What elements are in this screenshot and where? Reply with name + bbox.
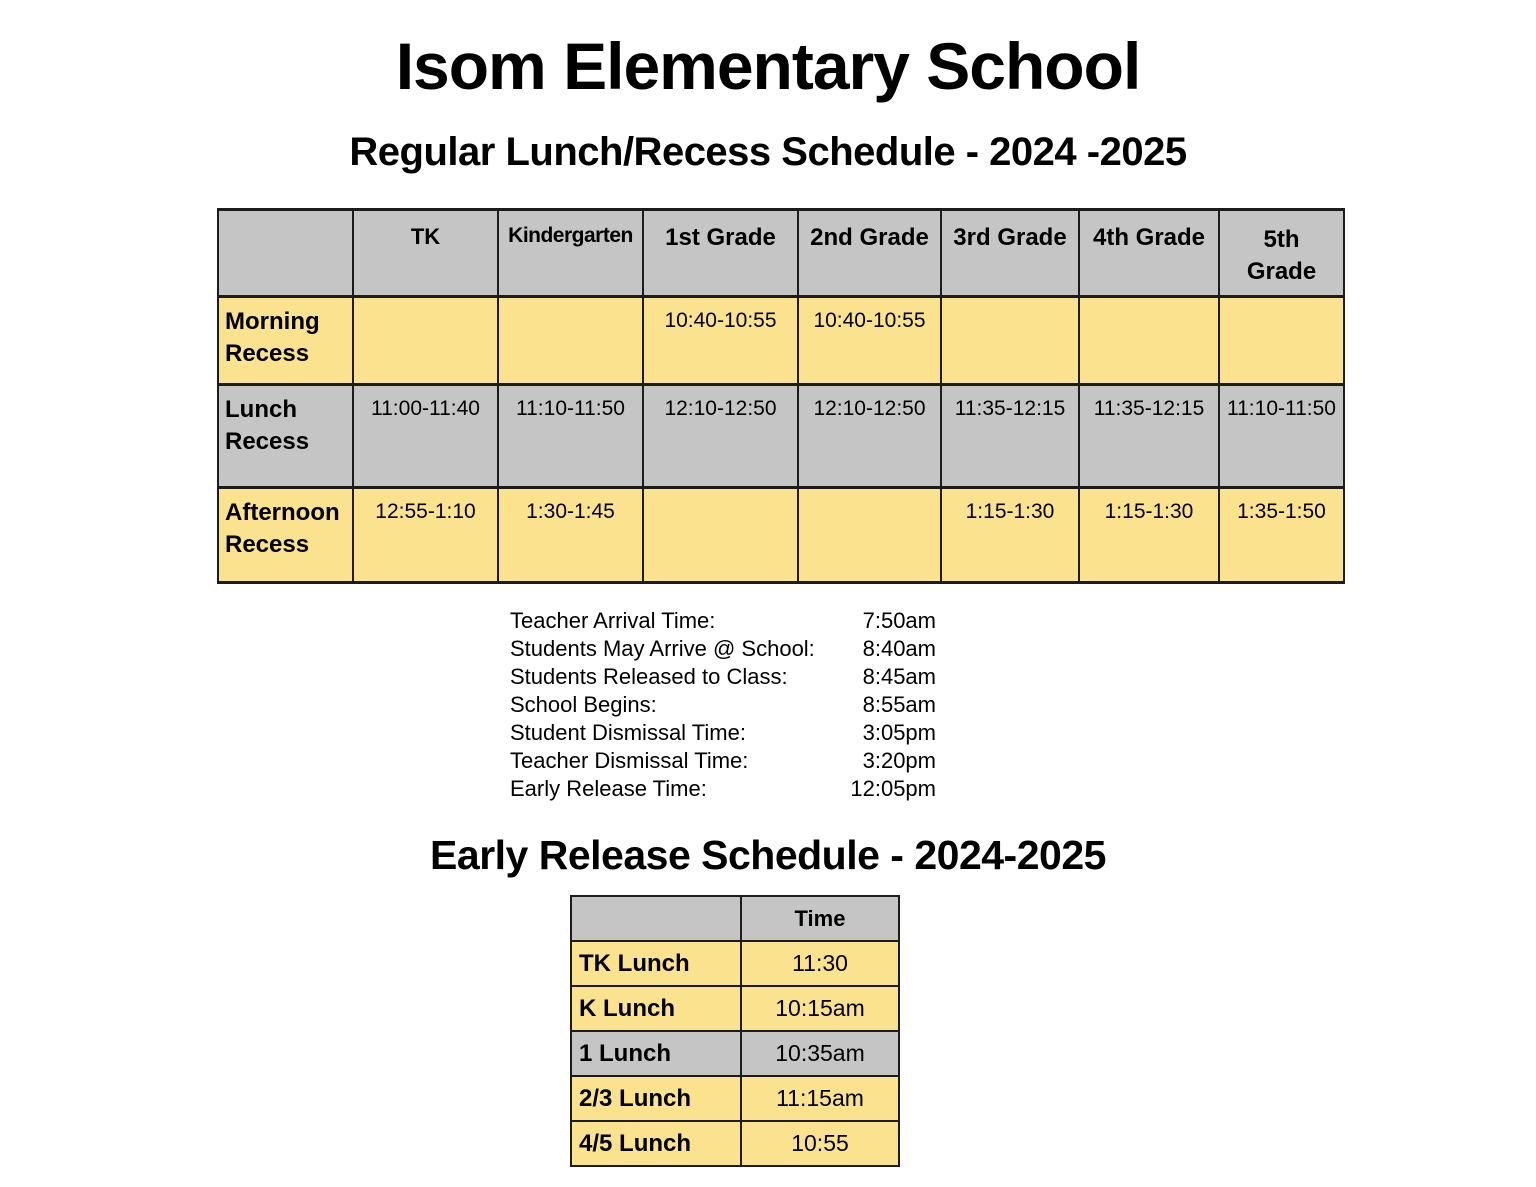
- afternoon-recess-5th-grade: 1:35-1:50: [1219, 488, 1344, 583]
- schedule-header-blank: [218, 210, 353, 297]
- daily-times-list: [510, 607, 936, 803]
- schedule-header-4th-grade: 4th Grade: [1079, 210, 1219, 297]
- daily-time-label: Early Release Time:: [510, 776, 707, 801]
- lunch-recess-2nd-grade: 12:10-12:50: [798, 385, 941, 488]
- daily-time-value: 8:45am: [862, 664, 936, 689]
- morning-recess-row: [218, 297, 1344, 385]
- early-release-header-row: [571, 896, 899, 941]
- lunch-recess-3rd-grade: 11:35-12:15: [941, 385, 1079, 488]
- lunch-recess-5th-grade: 11:10-11:50: [1219, 385, 1344, 488]
- list-item: [510, 607, 936, 635]
- daily-time-value: 12:05pm: [850, 776, 936, 801]
- lunch-recess-tk: 11:00-11:40: [353, 385, 498, 488]
- afternoon-recess-1st-grade: [643, 488, 798, 583]
- lunch-recess-1st-grade: 12:10-12:50: [643, 385, 798, 488]
- schedule-header-5th-grade: [1219, 210, 1344, 297]
- lunch-recess-4th-grade: 11:35-12:15: [1079, 385, 1219, 488]
- 1-lunch-row: [571, 1031, 899, 1076]
- schedule-header-5th-grade-label: 5th Grade: [1246, 226, 1317, 286]
- lunch-recess-schedule-section: [217, 208, 1345, 584]
- afternoon-recess-4th-grade: 1:15-1:30: [1079, 488, 1219, 583]
- afternoon-recess-tk: 12:55-1:10: [353, 488, 498, 583]
- tk-lunch-time: 11:30: [741, 941, 899, 986]
- afternoon-recess-2nd-grade: [798, 488, 941, 583]
- early-release-header-blank: [571, 896, 741, 941]
- list-item: [510, 747, 936, 775]
- daily-time-label: Teacher Dismissal Time:: [510, 748, 749, 773]
- lunch-recess-row: [218, 385, 1344, 488]
- lunch-recess-kindergarten: 11:10-11:50: [498, 385, 643, 488]
- schedule-header-3rd-grade: 3rd Grade: [941, 210, 1079, 297]
- daily-time-label: Students May Arrive @ School:: [510, 636, 815, 661]
- 2-3-lunch-time: 11:15am: [741, 1076, 899, 1121]
- 1-lunch-time: 10:35am: [741, 1031, 899, 1076]
- lunch-recess-schedule-table: [217, 208, 1345, 584]
- afternoon-recess-3rd-grade: 1:15-1:30: [941, 488, 1079, 583]
- tk-lunch-row: [571, 941, 899, 986]
- daily-time-value: 8:55am: [862, 692, 936, 717]
- morning-recess-5th-grade: [1219, 297, 1344, 385]
- list-item: [510, 691, 936, 719]
- morning-recess-tk: [353, 297, 498, 385]
- early-release-table: [570, 895, 900, 1167]
- k-lunch-label: K Lunch: [571, 986, 741, 1031]
- morning-recess-4th-grade: [1079, 297, 1219, 385]
- list-item: [510, 635, 936, 663]
- 4-5-lunch-row: [571, 1121, 899, 1166]
- early-release-header-time: Time: [741, 896, 899, 941]
- schedule-header-kindergarten: Kindergarten: [498, 210, 643, 297]
- k-lunch-row: [571, 986, 899, 1031]
- afternoon-recess-row: [218, 488, 1344, 583]
- 4-5-lunch-time: 10:55: [741, 1121, 899, 1166]
- early-release-section: [570, 895, 900, 1167]
- daily-time-label: Students Released to Class:: [510, 664, 788, 689]
- schedule-header-tk: TK: [353, 210, 498, 297]
- morning-recess-2nd-grade: 10:40-10:55: [798, 297, 941, 385]
- afternoon-recess-label: Afternoon Recess: [218, 488, 353, 583]
- morning-recess-label: Morning Recess: [218, 297, 353, 385]
- daily-time-value: 3:05pm: [862, 720, 936, 745]
- page-title: Isom Elementary School: [395, 29, 1141, 103]
- schedule-header-row: [218, 210, 1344, 297]
- k-lunch-time: 10:15am: [741, 986, 899, 1031]
- daily-time-value: 3:20pm: [862, 748, 936, 773]
- daily-time-label: School Begins:: [510, 692, 657, 717]
- daily-time-value: 7:50am: [862, 608, 936, 633]
- schedule-header-2nd-grade: 2nd Grade: [798, 210, 941, 297]
- daily-time-value: 8:40am: [862, 636, 936, 661]
- 4-5-lunch-label: 4/5 Lunch: [571, 1121, 741, 1166]
- early-release-heading: Early Release Schedule - 2024-2025: [430, 832, 1106, 878]
- lunch-recess-label: Lunch Recess: [218, 385, 353, 488]
- morning-recess-3rd-grade: [941, 297, 1079, 385]
- list-item: [510, 663, 936, 691]
- 2-3-lunch-label: 2/3 Lunch: [571, 1076, 741, 1121]
- morning-recess-kindergarten: [498, 297, 643, 385]
- page-subtitle: Regular Lunch/Recess Schedule - 2024 -2025: [349, 130, 1187, 174]
- schedule-header-1st-grade: 1st Grade: [643, 210, 798, 297]
- daily-time-label: Student Dismissal Time:: [510, 720, 746, 745]
- list-item: [510, 775, 936, 803]
- morning-recess-1st-grade: 10:40-10:55: [643, 297, 798, 385]
- afternoon-recess-kindergarten: 1:30-1:45: [498, 488, 643, 583]
- tk-lunch-label: TK Lunch: [571, 941, 741, 986]
- 1-lunch-label: 1 Lunch: [571, 1031, 741, 1076]
- daily-time-label: Teacher Arrival Time:: [510, 608, 716, 633]
- 2-3-lunch-row: [571, 1076, 899, 1121]
- list-item: [510, 719, 936, 747]
